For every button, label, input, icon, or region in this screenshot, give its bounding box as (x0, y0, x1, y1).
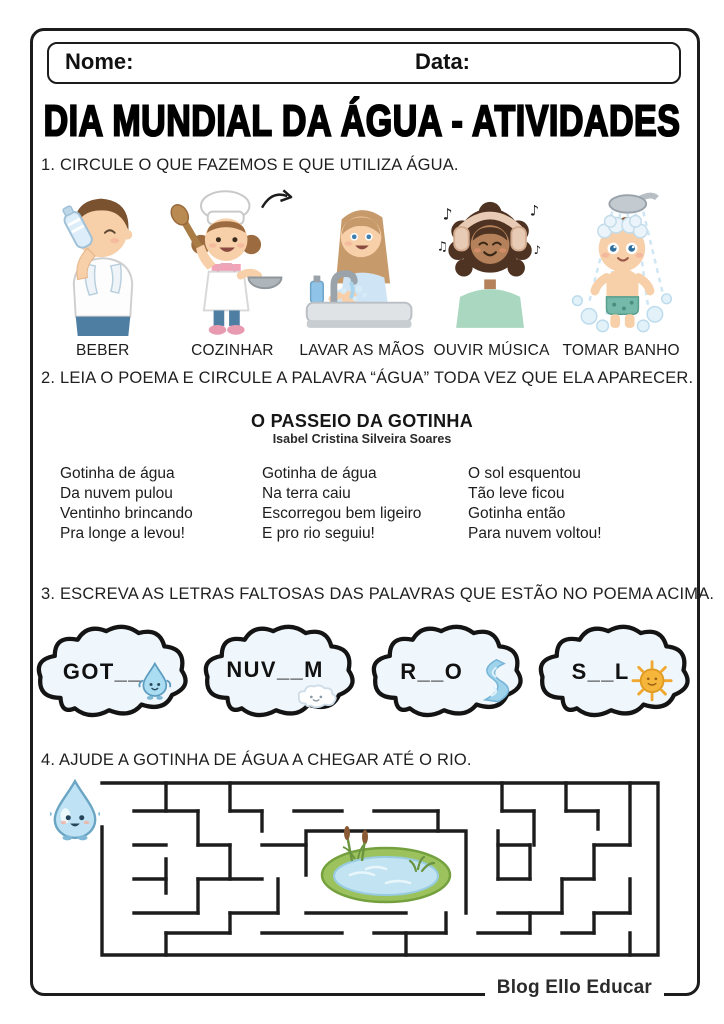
poem-stanza-3 (468, 464, 602, 545)
cloud-shape (30, 616, 192, 734)
svg-text:♪: ♪ (533, 243, 541, 258)
water-droplet-character (50, 779, 100, 846)
date-label: Data: (415, 49, 471, 74)
activity3-clouds (30, 616, 694, 736)
cloud-word-sol[interactable] (532, 616, 694, 734)
activity3-instruction: 3. ESCREVA AS LETRAS FALTOSAS DAS PALAVRAS QUE ESTÃO NO POEMA ACIMA. (41, 585, 715, 603)
cloud-word: NUV__M (226, 656, 325, 682)
cloud-word-rio[interactable] (365, 616, 527, 734)
activity1-item-label: COZINHAR (191, 342, 274, 359)
girl-listening-music-illustration (429, 186, 555, 338)
poem-line: Na terra caiu (262, 485, 351, 503)
poem-line: Ventinho brincando (60, 505, 193, 523)
poem-line: E pro rio seguiu! (262, 525, 375, 543)
poem-stanza-1 (60, 464, 193, 545)
baby-shower-illustration (560, 186, 682, 338)
svg-text:♪: ♪ (442, 205, 453, 224)
name-date-box (47, 42, 681, 84)
poem-line: Para nuvem voltou! (468, 525, 602, 543)
cloud-word: S__L (571, 658, 630, 684)
footer-credit: Blog Ello Educar (485, 977, 664, 999)
cloud-word-nuvem[interactable] (197, 616, 359, 734)
activity2-instruction: 2. LEIA O POEMA E CIRCULE A PALAVRA “ÁGUA” TODA VEZ QUE ELA APARECER. (41, 369, 694, 387)
poem-line: Pra longe a levou! (60, 525, 185, 543)
page-title: DIA MUNDIAL DA ÁGUA - ATIVIDADES (43, 97, 681, 146)
cloud-shape (365, 616, 527, 734)
activity1-instruction: 1. CIRCULE O QUE FAZEMOS E QUE UTILIZA ÁGUA. (41, 156, 459, 174)
girl-washing-hands-illustration (299, 186, 425, 338)
poem-author: Isabel Cristina Silveira Soares (272, 432, 452, 446)
poem-title: O PASSEIO DA GOTINHA (250, 411, 474, 431)
poem-line: Gotinha de água (60, 465, 175, 482)
poem-line: Da nuvem pulou (60, 485, 173, 503)
cloud-word: R__O (399, 658, 463, 684)
poem-line: Escorregou bem ligeiro (262, 505, 422, 523)
activity1-item-label: LAVAR AS MÃOS (299, 342, 425, 359)
poem-line: O sol esquentou (468, 465, 581, 482)
activity1-item-lavar-as-maos[interactable] (297, 178, 427, 360)
sun-icon (633, 662, 671, 700)
boy-drinking-water-illustration (44, 186, 162, 338)
poem-line: Gotinha de água (262, 465, 377, 482)
activity1-item-label: BEBER (76, 342, 130, 359)
svg-text:♪: ♪ (529, 203, 539, 220)
maze-puzzle[interactable] (100, 781, 660, 962)
activity1-item-cozinhar[interactable] (168, 178, 298, 360)
activity1-item-label: OUVIR MÚSICA (433, 342, 550, 359)
activity1-item-label: TOMAR BANHO (562, 342, 680, 359)
poem-line: Tão leve ficou (468, 485, 565, 503)
cloud-shape (197, 616, 359, 734)
cloud-shape (532, 616, 694, 734)
activity4-instruction: 4. AJUDE A GOTINHA DE ÁGUA A CHEGAR ATÉ O RIO. (41, 751, 472, 769)
name-label: Nome: (65, 49, 134, 74)
activity1-item-ouvir-musica[interactable] (427, 178, 557, 360)
poem-stanza-2 (262, 464, 421, 545)
cloud-word: GOT__ (62, 658, 142, 684)
pond-illustration (322, 826, 450, 902)
girl-chef-cooking-illustration (169, 186, 295, 338)
svg-text:♫: ♫ (436, 238, 448, 254)
activity1-items (38, 178, 686, 360)
poem-line: Gotinha então (468, 505, 566, 523)
activity1-item-tomar-banho[interactable] (556, 178, 686, 360)
cloud-word-gotinha[interactable] (30, 616, 192, 734)
activity1-item-beber[interactable] (38, 178, 168, 360)
